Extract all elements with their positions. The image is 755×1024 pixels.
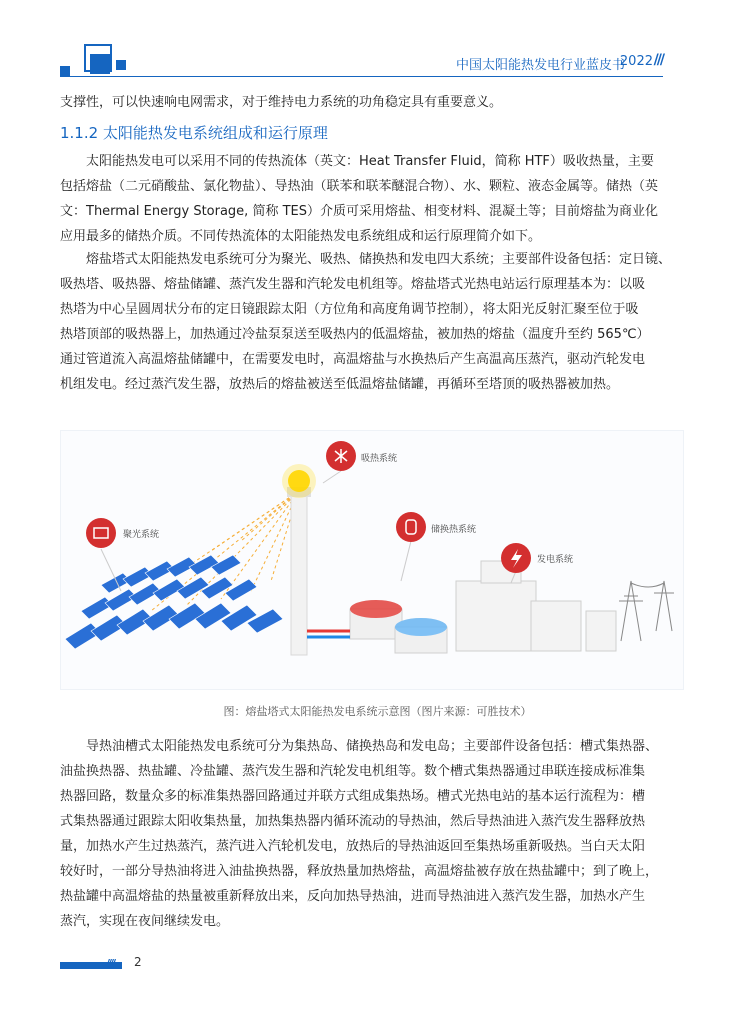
figure-caption: 图：熔盐塔式太阳能热发电系统示意图（图片来源：可胜技术） bbox=[223, 705, 532, 718]
text-line: 支撑性，可以快速响电网需求，对于维持电力系统的功角稳定具有重要意义。 bbox=[60, 95, 503, 110]
paragraph-3 bbox=[60, 734, 682, 934]
text-line: 较好时，一部分导热油将进入油盐换热器，释放热量加热熔盐，高温熔盐被存放在热盐罐中；到了晚上， bbox=[60, 864, 659, 879]
text-line: 热塔顶部的吸热器上，加热通过冷盐泵泵送至吸热内的低温熔盐，被加热的熔盐（温度升至约 565℃） bbox=[60, 327, 650, 342]
text-line: 热器回路，数量众多的标准集热器回路通过并联方式组成集热场。槽式光热电站的基本运行流程为：槽 bbox=[60, 789, 646, 804]
figure-illustration bbox=[61, 431, 683, 689]
text-line: 太阳能热发电可以采用不同的传热流体（英文：Heat Transfer Fluid，简称 HTF）吸收热量，主要 bbox=[86, 154, 654, 169]
running-header-title: 中国太阳能热发电行业蓝皮书 bbox=[455, 58, 625, 73]
text-line: 蒸汽，实现在夜间继续发电。 bbox=[60, 914, 230, 929]
text-line: 量，加热水产生过热蒸汽，蒸汽进入汽轮机发电，放热后的导热油返回至集热场重新吸热。当白天太阳 bbox=[60, 839, 646, 854]
text-line: 热塔为中心呈圆周状分布的定日镜跟踪太阳（方位角和高度角调节控制），将太阳光反射汇聚至位于吸 bbox=[60, 302, 639, 317]
paragraph-2 bbox=[60, 247, 682, 397]
section-heading: 1.1.2 太阳能热发电系统组成和运行原理 bbox=[60, 124, 328, 142]
footer-slash-mark: //// bbox=[106, 957, 115, 970]
text-line: 导热油槽式太阳能热发电系统可分为集热岛、储换热岛和发电岛；主要部件设备包括：槽式集热器、 bbox=[86, 739, 659, 754]
salt-pipes bbox=[307, 631, 350, 637]
label-storage: 储换热系统 bbox=[431, 525, 477, 535]
receiver-tower bbox=[291, 495, 307, 655]
paragraph-1 bbox=[60, 149, 682, 249]
intro-paragraph bbox=[60, 90, 682, 115]
label-power: 发电系统 bbox=[537, 555, 574, 565]
text-line: 通过管道流入高温熔盐储罐中，在需要发电时，高温熔盐与水换热后产生高温高压蒸汽，驱动汽轮发电 bbox=[60, 352, 646, 367]
heliostat-field bbox=[65, 555, 283, 649]
power-block bbox=[456, 561, 616, 651]
badge-storage bbox=[396, 512, 426, 542]
text-line: 吸热塔、吸热器、熔盐储罐、蒸汽发生器和汽轮发电机组等。熔盐塔式光热电站运行原理基本为：以吸 bbox=[60, 277, 646, 292]
transmission-towers bbox=[619, 581, 674, 641]
header-rule bbox=[60, 76, 663, 77]
text-line: 机组发电。经过蒸汽发生器，放热后的熔盐被送至低温熔盐储罐，再循环至塔顶的吸热器被加热。 bbox=[60, 377, 620, 392]
text-line: 应用最多的储热介质。不同传热流体的太阳能热发电系统组成和运行原理简介如下。 bbox=[60, 229, 542, 244]
text-line: 热盐罐中高温熔盐的热量被重新释放出来，反向加热导热油，进而导热油进入蒸汽发生器，加热水产生 bbox=[60, 889, 646, 904]
text-line: 包括熔盐（二元硝酸盐、氯化物盐）、导热油（联苯和联苯醚混合物）、水、颗粒、液态金属等。储热（英 bbox=[60, 179, 659, 194]
header-slash-mark: /// bbox=[653, 52, 663, 68]
running-header-year: 2022 bbox=[619, 54, 653, 69]
text-line: 式集热器通过跟踪太阳收集热量，加热集热器内循环流动的导热油，然后导热油进入蒸汽发生器释放热 bbox=[60, 814, 646, 829]
badge-power bbox=[501, 543, 531, 573]
badge-absorb bbox=[326, 441, 356, 471]
label-absorb: 吸热系统 bbox=[361, 454, 398, 464]
text-line: 文：Thermal Energy Storage, 简称 TES）介质可采用熔盐、相变材料、混凝土等；目前熔盐为商业化 bbox=[60, 204, 658, 219]
storage-tanks bbox=[350, 600, 447, 653]
label-concentrate: 聚光系统 bbox=[123, 530, 160, 540]
publisher-logo bbox=[60, 44, 130, 80]
page-number: 2 bbox=[134, 955, 142, 969]
csp-system-figure bbox=[60, 430, 684, 690]
badge-concentrate bbox=[86, 518, 116, 548]
text-line: 油盐换热器、热盐罐、冷盐罐、蒸汽发生器和汽轮发电机组等。数个槽式集热器通过串联连接成标准集 bbox=[60, 764, 646, 779]
text-line: 熔盐塔式太阳能热发电系统可分为聚光、吸热、储换热和发电四大系统；主要部件设备包括：定日镜、 bbox=[86, 252, 672, 267]
